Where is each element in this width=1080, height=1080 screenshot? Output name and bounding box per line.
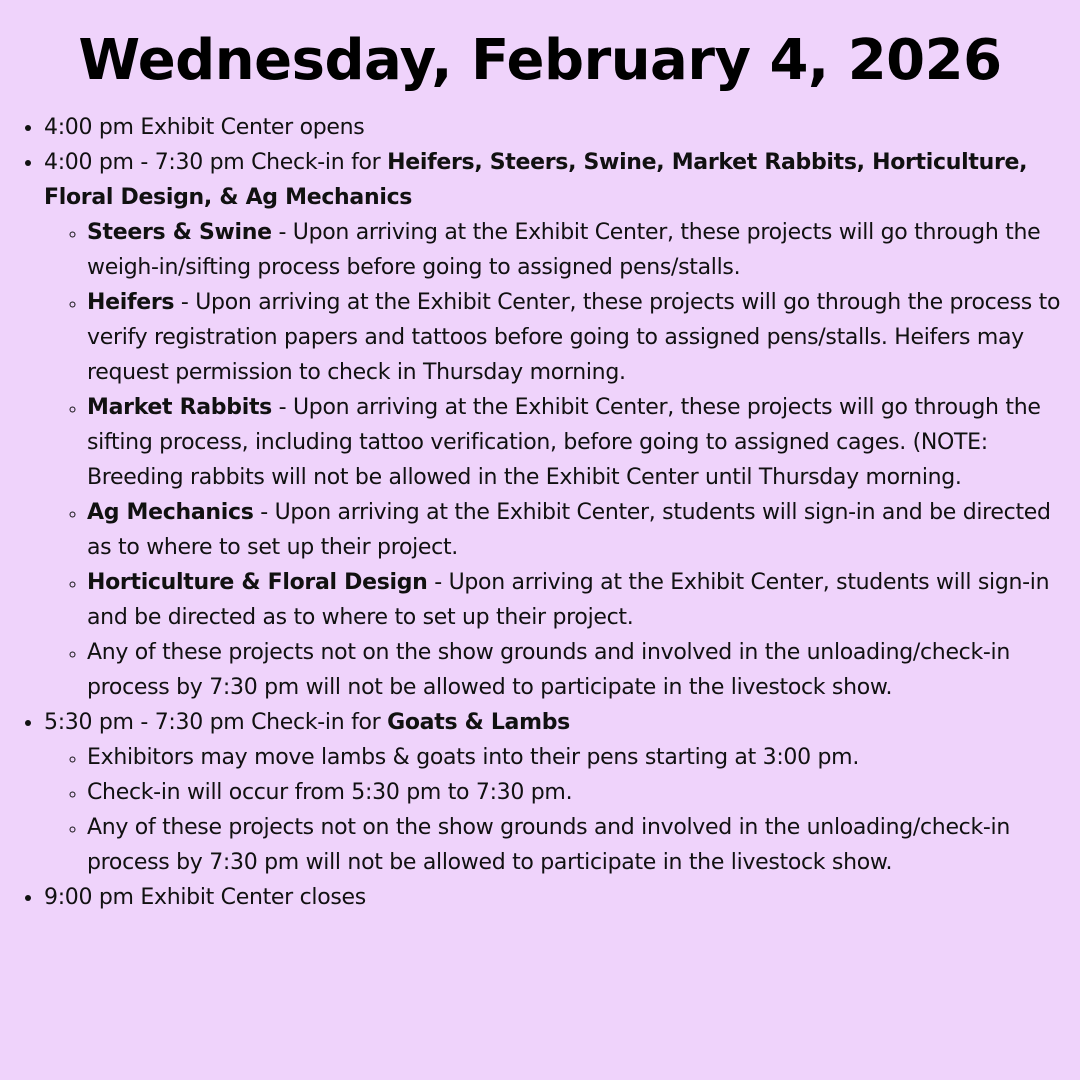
- sub-item: [87, 740, 1080, 775]
- sub-item-text: - Upon arriving at the Exhibit Center, students will sign-in and be directed as to where to set up their project.: [87, 570, 1050, 630]
- sub-item: [87, 215, 1080, 285]
- sub-item-text: Any of these projects not on the show grounds and involved in the unloading/check-in process by 7:30 pm will not be allowed to participate in the livestock show.: [87, 815, 1011, 875]
- page-title: Wednesday, February 4, 2026: [78, 28, 1002, 93]
- schedule-item-text: 5:30 pm - 7:30 pm Check-in for: [44, 710, 388, 735]
- sub-item-text: - Upon arriving at the Exhibit Center, these projects will go through the process to verify registration papers and tattoos before going to assigned pens/stalls. Heifers may request permission to check in Thursday morning.: [87, 290, 1061, 385]
- sub-item: [87, 810, 1080, 880]
- sub-item-text: Exhibitors may move lambs & goats into their pens starting at 3:00 pm.: [87, 745, 860, 770]
- sub-item-text: Any of these projects not on the show grounds and involved in the unloading/check-in process by 7:30 pm will not be allowed to participate in the livestock show.: [87, 640, 1011, 700]
- schedule-item-text: 4:00 pm Exhibit Center opens: [44, 115, 365, 140]
- sub-list: [44, 740, 1080, 880]
- sub-item: [87, 775, 1080, 810]
- schedule-item: [44, 705, 1080, 880]
- schedule-item-text: 4:00 pm - 7:30 pm Check-in for: [44, 150, 388, 175]
- sub-item-text: - Upon arriving at the Exhibit Center, these projects will go through the sifting process, including tattoo verification, before going to assigned cages. (NOTE: Breeding rabbits will not be allowed in the Exhibit Center until Thursday morning.: [87, 395, 1041, 490]
- sub-item: [87, 565, 1080, 635]
- sub-item-heading: Ag Mechanics: [87, 500, 254, 525]
- sub-item-text: - Upon arriving at the Exhibit Center, these projects will go through the weigh-in/sifting process before going to assigned pens/stalls.: [87, 220, 1041, 280]
- schedule-item-text: 9:00 pm Exhibit Center closes: [44, 885, 366, 910]
- sub-item-text: - Upon arriving at the Exhibit Center, students will sign-in and be directed as to where to set up their project.: [87, 500, 1051, 560]
- sub-list: [44, 215, 1080, 705]
- schedule-item: [44, 880, 1080, 915]
- schedule-item-projects: Goats & Lambs: [387, 710, 570, 735]
- sub-item-heading: Steers & Swine: [87, 220, 272, 245]
- sub-item: [87, 285, 1080, 390]
- schedule-item-projects: Heifers, Steers, Swine, Market Rabbits, Horticulture, Floral Design, & Ag Mechanics: [44, 150, 1028, 210]
- sub-item-heading: Horticulture & Floral Design: [87, 570, 428, 595]
- sub-item: [87, 390, 1080, 495]
- sub-item-heading: Heifers: [87, 290, 175, 315]
- schedule-list: [0, 110, 1080, 915]
- sub-item-heading: Market Rabbits: [87, 395, 272, 420]
- schedule-item: [44, 145, 1080, 705]
- sub-item: [87, 495, 1080, 565]
- sub-item: [87, 635, 1080, 705]
- schedule-item: [44, 110, 1080, 145]
- sub-item-text: Check-in will occur from 5:30 pm to 7:30 pm.: [87, 780, 573, 805]
